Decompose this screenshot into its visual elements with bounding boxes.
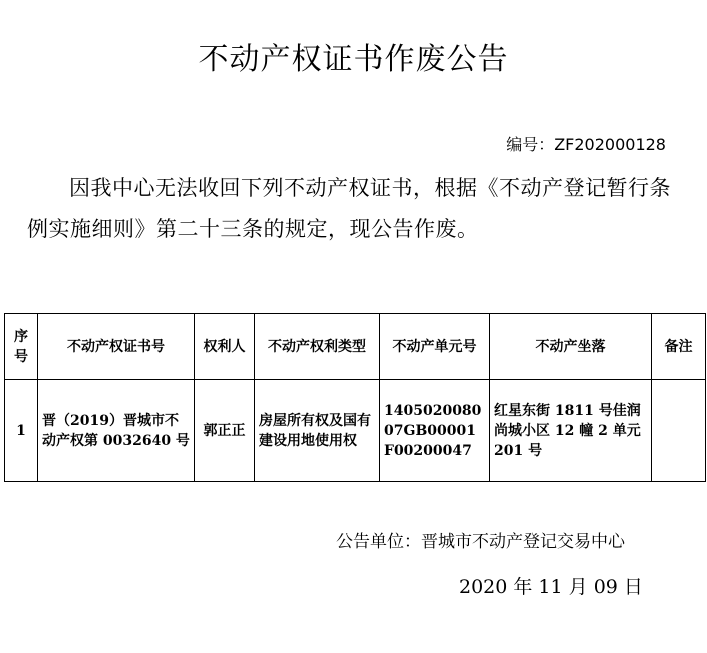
header-location: 不动产坐落 (490, 314, 652, 380)
header-right-type: 不动产权利类型 (255, 314, 380, 380)
cell-remark (652, 380, 706, 482)
cell-cert-no: 晋（2019）晋城市不动产权第 0032640 号 (38, 380, 195, 482)
header-remark: 备注 (652, 314, 706, 380)
notice-date: 2020 年 11 月 09 日 (459, 576, 643, 598)
invalidated-certificates-table (4, 313, 706, 482)
table-row (5, 380, 706, 482)
cell-seq: 1 (5, 380, 38, 482)
cell-location: 红星东街 1811 号佳润尚城小区 12 幢 2 单元 201 号 (490, 380, 652, 482)
header-holder: 权利人 (195, 314, 255, 380)
issuing-unit: 公告单位：晋城市不动产登记交易中心 (336, 532, 625, 552)
header-unit-no: 不动产单元号 (380, 314, 490, 380)
cell-right-type: 房屋所有权及国有建设用地使用权 (255, 380, 380, 482)
header-seq: 序号 (5, 314, 38, 380)
table-header-row (5, 314, 706, 380)
cell-unit-no: 140502008007GB00001F00200047 (380, 380, 490, 482)
cell-holder: 郭正正 (195, 380, 255, 482)
notice-body-paragraph: 因我中心无法收回下列不动产权证书，根据《不动产登记暂行条例实施细则》第二十三条的规定，现公告作废。 (27, 176, 671, 241)
notice-title: 不动产权证书作废公告 (198, 42, 509, 77)
notice-number: 编号：ZF202000128 (506, 135, 666, 154)
header-cert-no: 不动产权证书号 (38, 314, 195, 380)
